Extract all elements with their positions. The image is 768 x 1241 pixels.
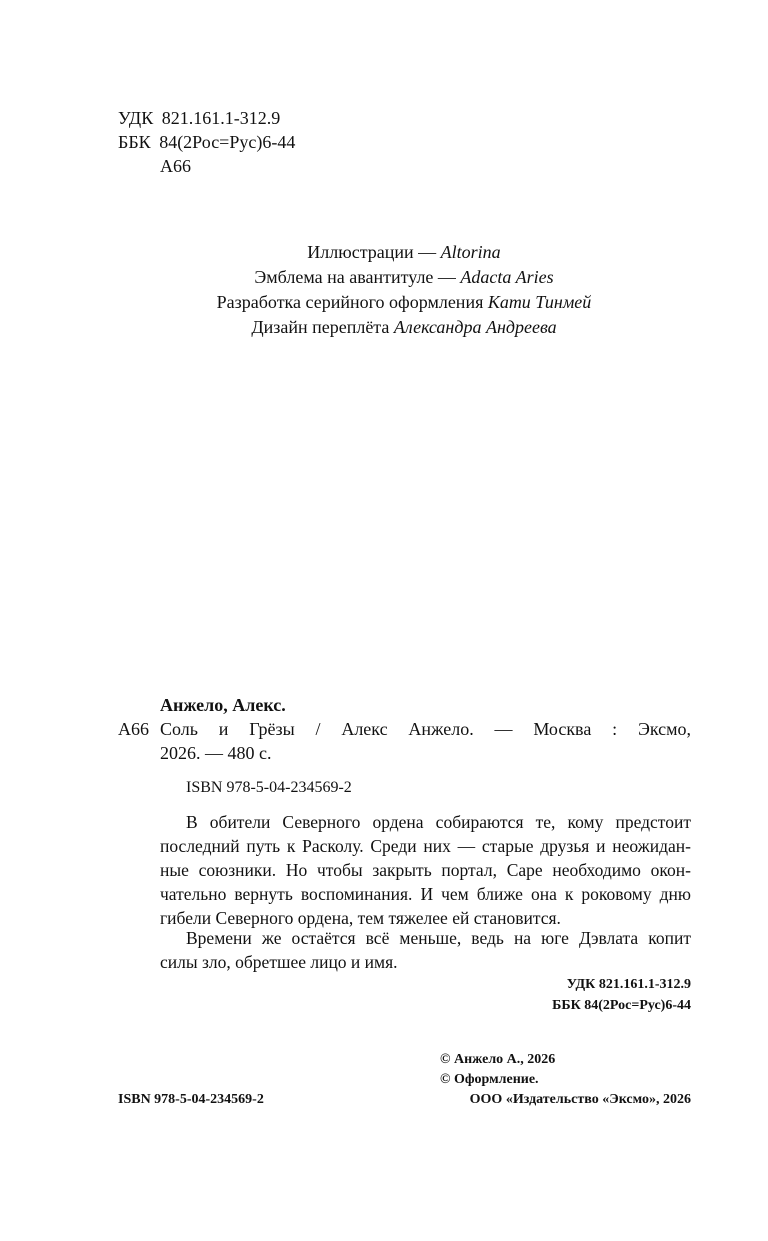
credit-name: Altorina xyxy=(440,242,501,262)
annotation-paragraph-2 xyxy=(160,926,691,974)
record-author-heading: Анжело, Алекс. xyxy=(160,695,286,715)
annotation-paragraph-1 xyxy=(160,810,691,930)
bbk-line xyxy=(118,130,295,154)
udk-label: УДК xyxy=(118,108,154,128)
credit-role: Эмблема на авантитуле — xyxy=(254,267,461,287)
bottom-isbn: ISBN 978-5-04-234569-2 xyxy=(118,1092,264,1107)
credit-illustrations xyxy=(0,240,768,264)
annotation-line: гибели Северного ордена, тем тяжелее ей становится. xyxy=(160,908,561,928)
author-mark: А66 xyxy=(160,156,191,176)
annotation-line: чательно вернуть воспоминания. И чем ближе она к роковому дню xyxy=(160,884,691,904)
record-isbn: ISBN 978-5-04-234569-2 xyxy=(186,779,352,796)
udk-line xyxy=(118,106,280,130)
record-mark: А66 xyxy=(118,719,149,739)
copyright-publisher: ООО «Издательство «Эксмо», 2026 xyxy=(469,1092,691,1107)
credit-name: Александра Андреева xyxy=(393,317,557,337)
footer-bbk: ББК 84(2Рос=Рус)6-44 xyxy=(552,998,691,1013)
annotation-line: ные союзники. Но чтобы закрыть портал, Саре необходимо окон- xyxy=(160,860,691,880)
annotation-line: последний путь к Расколу. Среди них — старые друзья и неожидан- xyxy=(160,836,691,856)
record-title-line1: Соль и Грёзы / Алекс Анжело. — Москва : Эксмо, xyxy=(160,719,691,739)
credit-name: Adacta Aries xyxy=(460,267,554,287)
credit-role: Дизайн переплёта xyxy=(251,317,394,337)
annotation-line: В обители Северного ордена собираются те, кому предстоит xyxy=(186,812,691,832)
credit-role: Разработка серийного оформления xyxy=(216,292,488,312)
credit-role: Иллюстрации — xyxy=(307,242,441,262)
copyright-author: © Анжело А., 2026 xyxy=(440,1052,556,1067)
copyright-design: © Оформление. xyxy=(440,1072,539,1087)
bbk-label: ББК xyxy=(118,132,151,152)
bbk-value: 84(2Рос=Рус)6-44 xyxy=(159,132,296,152)
record-title-line2: 2026. — 480 с. xyxy=(160,743,272,763)
footer-udk: УДК 821.161.1-312.9 xyxy=(566,977,691,992)
udk-value: 821.161.1-312.9 xyxy=(161,108,281,128)
credit-emblem xyxy=(0,265,768,289)
annotation-line: Времени же остаётся всё меньше, ведь на юге Дэвлата копит xyxy=(186,928,691,948)
credit-series-design xyxy=(0,290,768,314)
annotation-line: силы зло, обретшее лицо и имя. xyxy=(160,952,398,972)
credit-binding-design xyxy=(0,315,768,339)
credit-name: Кати Тинмей xyxy=(487,292,592,312)
